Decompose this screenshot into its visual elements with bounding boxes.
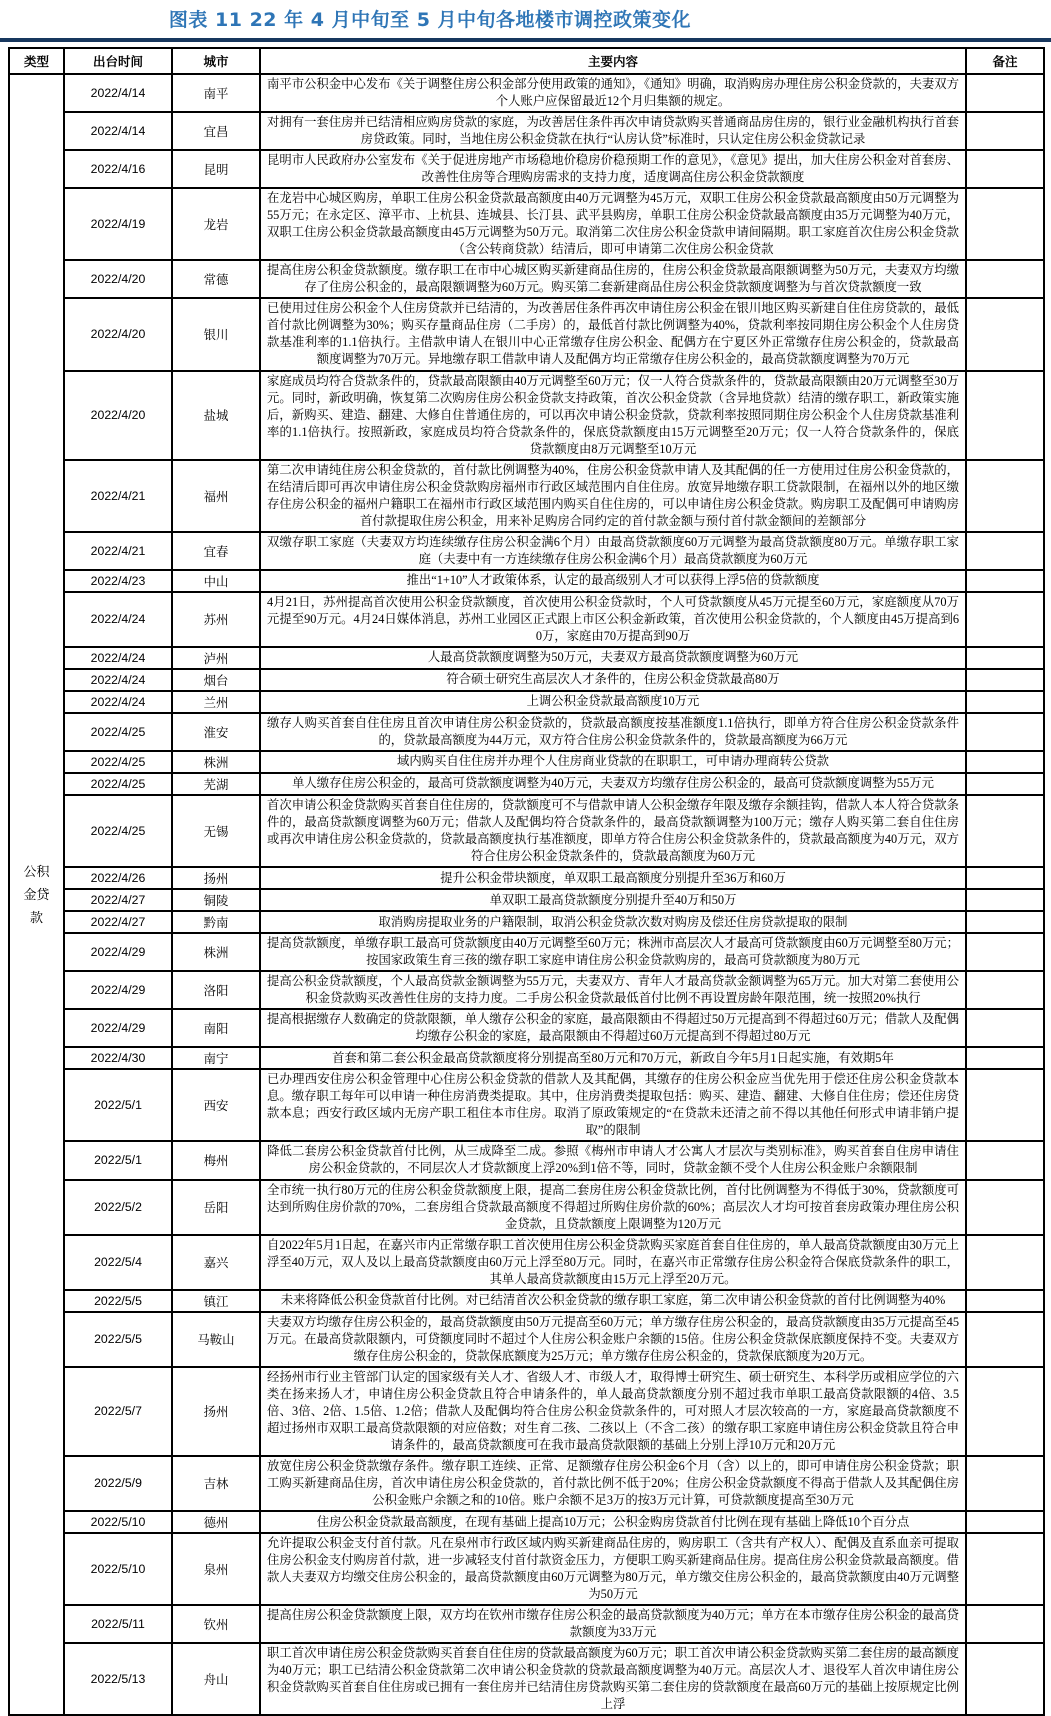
content-cell: 在龙岩中心城区购房，单职工住房公积金贷款最高额度由40万元调整为45万元，双职工住房公积金贷款最高额度由50万元调整为55万元；在永定区、漳平市、上杭县、连城县、长汀县、武平县购房，单职工住房公积金贷款最高额度由35万元调整为40万元，双职工住房公积金贷款最高额度由45万元调整为50万元。取消第二次住房公积金贷款申请间隔期。职工家庭首次住房公积金贷款（含公转商贷款）结清后，即可申请第二次住房公积金贷款	[260, 188, 966, 260]
note-cell	[966, 647, 1044, 669]
policy-row	[9, 933, 1044, 971]
city-cell: 盐城	[172, 371, 260, 460]
city-cell: 岳阳	[172, 1180, 260, 1235]
city-cell: 福州	[172, 460, 260, 532]
date-cell: 2022/5/9	[64, 1456, 172, 1511]
policy-row	[9, 691, 1044, 713]
city-cell: 南宁	[172, 1047, 260, 1069]
note-cell	[966, 112, 1044, 150]
note-cell	[966, 1069, 1044, 1141]
policy-row	[9, 532, 1044, 570]
policy-row	[9, 1312, 1044, 1367]
note-cell	[966, 1290, 1044, 1312]
policy-row	[9, 460, 1044, 532]
date-cell: 2022/4/21	[64, 532, 172, 570]
policy-row	[9, 971, 1044, 1009]
city-cell: 株洲	[172, 751, 260, 773]
policy-row	[9, 570, 1044, 592]
content-cell: 未来将降低公积金贷款首付比例。对已结清首次公积金贷款的缴存职工家庭，第二次申请公积金贷款的首付比例调整为40%	[260, 1290, 966, 1312]
note-cell	[966, 1605, 1044, 1643]
content-cell: 取消购房提取业务的户籍限制，取消公积金贷款次数对购房及偿还住房贷款提取的限制	[260, 911, 966, 933]
note-cell	[966, 1047, 1044, 1069]
policy-row	[9, 1367, 1044, 1456]
page-title: 图表 11 22 年 4 月中旬至 5 月中旬各地楼市调控政策变化	[168, 9, 692, 31]
date-cell: 2022/5/10	[64, 1511, 172, 1533]
city-cell: 银川	[172, 298, 260, 370]
city-cell: 芜湖	[172, 773, 260, 795]
policy-row	[9, 1290, 1044, 1312]
policy-table	[8, 47, 1045, 1716]
note-cell	[966, 74, 1044, 112]
policy-row	[9, 713, 1044, 751]
note-cell	[966, 1141, 1044, 1179]
policy-row	[9, 150, 1044, 188]
date-cell: 2022/4/29	[64, 933, 172, 971]
date-cell: 2022/4/20	[64, 260, 172, 298]
note-cell	[966, 1456, 1044, 1511]
date-cell: 2022/5/1	[64, 1141, 172, 1179]
content-cell: 上调公积金贷款最高额度10万元	[260, 691, 966, 713]
content-cell: 经扬州市行业主管部门认定的国家级有关人才、省级人才、市级人才，取得博士研究生、硕士研究生、本科学历或相应学位的六类在扬来扬人才，申请住房公积金贷款且符合申请条件的，单人最高贷款额度分别不超过我市单职工最高贷款限额的4倍、3.5倍、3倍、2倍、1.5倍、1.2倍；借款人及配偶均符合住房公积金贷款条件的，可对照人才层次较高的一方，家庭最高贷款额度不超过扬州市双职工最高贷款限额的对应倍数；对生育二孩、二孩以上（不含二孩）的缴存职工家庭申请住房公积金贷款且符合申请条件的，最高贷款额度可在我市最高贷款限额的基础上分别上浮10万元和20万元	[260, 1367, 966, 1456]
note-cell	[966, 1180, 1044, 1235]
city-cell: 扬州	[172, 1367, 260, 1456]
content-cell: 全市统一执行80万元的住房公积金贷款额度上限，提高二套房住房公积金贷款比例，首付比例调整为不得低于30%，贷款额度可达到所购住房价款的70%，二套房组合贷款最高额度不得超过所购住房价款的60%；高层次人才均可按首套房政策办理住房公积金贷款，且贷款额度上限调整为120万元	[260, 1180, 966, 1235]
city-cell: 吉林	[172, 1456, 260, 1511]
content-cell: 家庭成员均符合贷款条件的，贷款最高限额由40万元调整至60万元；仅一人符合贷款条件的，贷款最高限额由20万元调整至30万元。同时，新政明确，恢复第二次购房住房公积金贷款支持政策，首次公积金贷款（含异地贷款）结清的缴存职工，新政策实施后，新购买、建造、翻建、大修自住普通住房的，可以再次申请公积金贷款，贷款利率按照同期住房公积金个人住房贷款基准利率的1.1倍执行。按照新政，家庭成员均符合贷款条件的，保底贷款额度由15万元调整至20万元；仅一人符合贷款条件的，保底贷款额度由8万元调整至10万元	[260, 371, 966, 460]
policy-row	[9, 889, 1044, 911]
date-cell: 2022/5/10	[64, 1533, 172, 1605]
content-cell: 首次申请公积金贷款购买首套自住住房的，贷款额度可不与借款申请人公积金缴存年限及缴存余额挂钩，借款人本人符合贷款条件的，最高贷款额度调整为60万元；借款人及配偶均符合贷款条件的，最高贷款额调整为100万元；缴存人购买第二套自住住房或再次申请住房公积金贷款的，贷款最高额度执行基准额度，即单方符合住房公积金贷款条件的，贷款最高额度为40万元，双方符合住房公积金贷款条件的，贷款最高额度为60万元	[260, 795, 966, 867]
date-cell: 2022/5/2	[64, 1180, 172, 1235]
note-cell	[966, 933, 1044, 971]
date-cell: 2022/5/4	[64, 1235, 172, 1290]
date-cell: 2022/4/23	[64, 570, 172, 592]
city-cell: 中山	[172, 570, 260, 592]
date-cell: 2022/4/14	[64, 74, 172, 112]
policy-row	[9, 74, 1044, 112]
content-cell: 单人缴存住房公积金的，最高可贷款额度调整为40万元，夫妻双方均缴存住房公积金的，最高可贷款额度调整为55万元	[260, 773, 966, 795]
content-cell: 已使用过住房公积金个人住房贷款并已结清的，为改善居住条件再次申请住房公积金在银川地区购买新建自住住房贷款的，最低首付款比例调整为30%；购买存量商品住房（二手房）的，最低首付款比例调整为40%，贷款利率按同期住房公积金个人住房贷款基准利率的1.1倍执行。主借款申请人在银川中心正常缴存住房公积金、配偶方在宁夏区外正常缴存住房公积金的，贷款最高额度调整为70万元。异地缴存职工借款申请人及配偶方均正常缴存住房公积金的，最高贷款额度调整为70万元	[260, 298, 966, 370]
date-cell: 2022/4/25	[64, 773, 172, 795]
content-cell: 双缴存职工家庭（夫妻双方均连续缴存住房公积金满6个月）由最高贷款额度60万元调整为最高贷款额度80万元。单缴存职工家庭（夫妻中有一方连续缴存住房公积金满6个月）最高贷款额度为60万元	[260, 532, 966, 570]
date-cell: 2022/5/1	[64, 1069, 172, 1141]
note-cell	[966, 570, 1044, 592]
content-cell: 住房公积金贷款最高额度，在现有基础上提高10万元；公积金购房贷款首付比例在现有基础上降低10个百分点	[260, 1511, 966, 1533]
date-cell: 2022/4/29	[64, 971, 172, 1009]
content-cell: 提升公积金带块额度，单双职工最高额度分别提升至36万和60万	[260, 867, 966, 889]
date-cell: 2022/5/5	[64, 1290, 172, 1312]
content-cell: 夫妻双方均缴存住房公积金的，最高贷款额度由50万元提高至60万元；单方缴存住房公积金的，最高贷款额度由35万元提高至45万元。在最高贷款限额内，可贷额度同时不超过个人住房公积金账户余额的15倍。住房公积金贷款保底额度保持不变。夫妻双方缴存住房公积金的，贷款保底额度为25万元；单方缴存住房公积金的，贷款保底额度为20万元。	[260, 1312, 966, 1367]
city-cell: 德州	[172, 1511, 260, 1533]
city-cell: 泉州	[172, 1533, 260, 1605]
content-cell: 已办理西安住房公积金管理中心住房公积金贷款的借款人及其配偶，其缴存的住房公积金应当优先用于偿还住房公积金贷款本息。缴存职工每年可以申请一种住房消费类提取。其中，住房消费类提取包括：购买、建造、翻建、大修自住住房；偿还住房贷款本息；西安行政区域内无房产职工租住本市住房。取消了原政策规定的“在贷款未还清之前不得以其他任何形式申请非销户提取”的限制	[260, 1069, 966, 1141]
city-cell: 镇江	[172, 1290, 260, 1312]
note-cell	[966, 298, 1044, 370]
city-cell: 嘉兴	[172, 1235, 260, 1290]
policy-row	[9, 1047, 1044, 1069]
policy-row	[9, 911, 1044, 933]
content-cell: 对拥有一套住房并已结清相应购房贷款的家庭，为改善居住条件再次申请贷款购买普通商品房住房的，银行业金融机构执行首套房贷政策。同时，当地住房公积金贷款在执行“认房认贷”标准时，只认定住房公积金贷款记录	[260, 112, 966, 150]
content-cell: 提高公积金贷款额度，个人最高贷款金额调整为55万元，夫妻双方、青年人才最高贷款金额调整为65万元。加大对第二套使用公积金贷款购买改善性住房的支持力度。二手房公积金贷款最低首付比例不再设置房龄年限范围，统一按照20%执行	[260, 971, 966, 1009]
content-cell: 推出“1+10”人才政策体系，认定的最高级别人才可以获得上浮5倍的贷款额度	[260, 570, 966, 592]
date-cell: 2022/4/24	[64, 592, 172, 647]
content-cell: 域内购买自住住房并办理个人住房商业贷款的在职职工，可申请办理商转公贷款	[260, 751, 966, 773]
city-cell: 兰州	[172, 691, 260, 713]
date-cell: 2022/4/26	[64, 867, 172, 889]
note-cell	[966, 911, 1044, 933]
date-cell: 2022/4/27	[64, 889, 172, 911]
policy-row	[9, 1456, 1044, 1511]
policy-row	[9, 1605, 1044, 1643]
policy-row	[9, 1643, 1044, 1715]
date-cell: 2022/4/24	[64, 647, 172, 669]
date-cell: 2022/4/20	[64, 298, 172, 370]
header-city: 城市	[172, 48, 260, 74]
policy-row	[9, 1511, 1044, 1533]
date-cell: 2022/4/25	[64, 713, 172, 751]
city-cell: 常德	[172, 260, 260, 298]
content-cell: 允许提取公积金支付首付款。凡在泉州市行政区域内购买新建商品住房的，购房职工（含共有产权人）、配偶及直系血亲可提取住房公积金支付购房首付款，进一步减轻支付首付款资金压力，方便职工购买新建商品住房。提高住房公积金贷款最高额度。借款人夫妻双方均缴交住房公积金的，最高贷款额度由60万元调整为80万元，单方缴交住房公积金的，最高贷款额度由40万元调整为50万元	[260, 1533, 966, 1605]
city-cell: 南阳	[172, 1009, 260, 1047]
content-cell: 提高贷款额度，单缴存职工最高可贷款额度由40万元调整至60万元；株洲市高层次人才最高可贷款额度由60万元调整至80万元；按国家政策生育三孩的缴存职工家庭申请住房公积金贷款购房的，最高可贷款额度为80万元	[260, 933, 966, 971]
city-cell: 苏州	[172, 592, 260, 647]
policy-row	[9, 795, 1044, 867]
content-cell: 单双职工最高贷款额度分别提升至40万和50万	[260, 889, 966, 911]
content-cell: 第二次申请纯住房公积金贷款的，首付款比例调整为40%，住房公积金贷款申请人及其配偶的任一方使用过住房公积金贷款的，在结清后即可再次申请住房公积金贷款购房福州市行政区域范围内自住住房。放宽异地缴存职工贷款限制，在福州以外的地区缴存住房公积金的福州户籍职工在福州市行政区域范围内购买自住住房的，可以申请住房公积金贷款。购房职工及配偶可申请购房首付款提取住房公积金，用来补足购房合同约定的首付款金额与预付首付款金额间的差额部分	[260, 460, 966, 532]
policy-row	[9, 592, 1044, 647]
policy-row	[9, 773, 1044, 795]
note-cell	[966, 773, 1044, 795]
title-divider	[0, 38, 1051, 42]
table-header	[9, 48, 1044, 74]
policy-row	[9, 260, 1044, 298]
date-cell: 2022/4/24	[64, 691, 172, 713]
city-cell: 宜昌	[172, 112, 260, 150]
policy-row	[9, 669, 1044, 691]
city-cell: 昆明	[172, 150, 260, 188]
content-cell: 提高根据缴存人数确定的贷款限额，单人缴存公积金的家庭，最高限额由不得超过50万元提高到不得超过60万元；借款人及配偶均缴存公积金的家庭，最高限额由不得超过60万元提高到不得超过80万元	[260, 1009, 966, 1047]
city-cell: 南平	[172, 74, 260, 112]
date-cell: 2022/5/5	[64, 1312, 172, 1367]
note-cell	[966, 371, 1044, 460]
policy-row	[9, 1141, 1044, 1179]
date-cell: 2022/4/14	[64, 112, 172, 150]
header-date: 出台时间	[64, 48, 172, 74]
date-cell: 2022/4/30	[64, 1047, 172, 1069]
note-cell	[966, 867, 1044, 889]
date-cell: 2022/4/24	[64, 669, 172, 691]
policy-row	[9, 1180, 1044, 1235]
note-cell	[966, 1235, 1044, 1290]
date-cell: 2022/4/19	[64, 188, 172, 260]
content-cell: 放宽住房公积金贷款缴存条件。缴存职工连续、正常、足额缴存住房公积金6个月（含）以上的，即可申请住房公积金贷款；职工购买新建商品住房，首次申请住房公积金贷款的，首付款比例不低于20%；住房公积金贷款额度不得高于借款人及其配偶住房公积金账户余额之和的10倍。账户余额不足3万的按3万元计算，可贷款额度提高至30万元	[260, 1456, 966, 1511]
note-cell	[966, 669, 1044, 691]
city-cell: 钦州	[172, 1605, 260, 1643]
city-cell: 淮安	[172, 713, 260, 751]
content-cell: 昆明市人民政府办公室发布《关于促进房地产市场稳地价稳房价稳预期工作的意见》，《意见》提出，加大住房公积金对首套房、改善性住房等合理购房需求的支持力度，适度调高住房公积金贷款额度	[260, 150, 966, 188]
city-cell: 梅州	[172, 1141, 260, 1179]
policy-row	[9, 647, 1044, 669]
policy-row	[9, 371, 1044, 460]
city-cell: 龙岩	[172, 188, 260, 260]
header-type: 类型	[9, 48, 64, 74]
policy-table-body	[9, 74, 1044, 1715]
policy-row	[9, 112, 1044, 150]
note-cell	[966, 592, 1044, 647]
policy-row	[9, 1069, 1044, 1141]
city-cell: 扬州	[172, 867, 260, 889]
note-cell	[966, 889, 1044, 911]
note-cell	[966, 1643, 1044, 1715]
policy-row	[9, 1009, 1044, 1047]
date-cell: 2022/4/27	[64, 911, 172, 933]
date-cell: 2022/5/13	[64, 1643, 172, 1715]
note-cell	[966, 1367, 1044, 1456]
note-cell	[966, 188, 1044, 260]
content-cell: 提高住房公积金贷款额度。缴存职工在市中心城区购买新建商品住房的，住房公积金贷款最高限额调整为50万元，夫妻双方均缴存了住房公积金的，最高限额调整为60万元。购买第二套新建商品住房公积金贷款额度调整为与首次贷款额度一致	[260, 260, 966, 298]
city-cell: 宜春	[172, 532, 260, 570]
note-cell	[966, 713, 1044, 751]
header-content: 主要内容	[260, 48, 966, 74]
content-cell: 南平市公积金中心发布《关于调整住房公积金部分使用政策的通知》，《通知》明确，取消购房办理住房公积金贷款的，夫妻双方个人账户应保留最近12个月归集额的规定。	[260, 74, 966, 112]
date-cell: 2022/4/16	[64, 150, 172, 188]
date-cell: 2022/4/21	[64, 460, 172, 532]
date-cell: 2022/5/7	[64, 1367, 172, 1456]
content-cell: 提高住房公积金贷款额度上限，双方均在钦州市缴存住房公积金的最高贷款额度为40万元；单方在本市缴存住房公积金的最高贷款额度为33万元	[260, 1605, 966, 1643]
policy-row	[9, 867, 1044, 889]
date-cell: 2022/4/20	[64, 371, 172, 460]
date-cell: 2022/4/29	[64, 1009, 172, 1047]
city-cell: 西安	[172, 1069, 260, 1141]
category-cell: 公积金贷款	[9, 74, 64, 1715]
city-cell: 洛阳	[172, 971, 260, 1009]
date-cell: 2022/4/25	[64, 795, 172, 867]
content-cell: 4月21日，苏州提高首次使用公积金贷款额度，首次使用公积金贷款时，个人可贷款额度从45万元提至60万元，家庭额度从70万元提至90万元。4月24日媒体消息，苏州工业园区正式跟上市区公积金新政策，首次使用公积金贷款的，个人额度由45万提高到60万，家庭由70万提高到90万	[260, 592, 966, 647]
note-cell	[966, 1533, 1044, 1605]
content-cell: 降低二套房公积金贷款首付比例，从三成降至二成。参照《梅州市申请人才公寓人才层次与类别标准》，购买首套自住房申请住房公积金贷款的，不同层次人才贷款额度上浮20%到1倍不等，同时，贷款金额不受个人住房公积金账户余额限制	[260, 1141, 966, 1179]
content-cell: 人最高贷款额度调整为50万元，夫妻双方最高贷款额度调整为60万元	[260, 647, 966, 669]
policy-row	[9, 188, 1044, 260]
city-cell: 铜陵	[172, 889, 260, 911]
note-cell	[966, 532, 1044, 570]
date-cell: 2022/4/25	[64, 751, 172, 773]
city-cell: 舟山	[172, 1643, 260, 1715]
city-cell: 泸州	[172, 647, 260, 669]
policy-row	[9, 751, 1044, 773]
note-cell	[966, 751, 1044, 773]
note-cell	[966, 1312, 1044, 1367]
city-cell: 黔南	[172, 911, 260, 933]
date-cell: 2022/5/11	[64, 1605, 172, 1643]
note-cell	[966, 460, 1044, 532]
note-cell	[966, 1009, 1044, 1047]
note-cell	[966, 260, 1044, 298]
city-cell: 烟台	[172, 669, 260, 691]
header-note: 备注	[966, 48, 1044, 74]
note-cell	[966, 1511, 1044, 1533]
content-cell: 符合硕士研究生高层次人才条件的，住房公积金贷款最高80万	[260, 669, 966, 691]
note-cell	[966, 795, 1044, 867]
note-cell	[966, 150, 1044, 188]
policy-row	[9, 298, 1044, 370]
policy-row	[9, 1533, 1044, 1605]
note-cell	[966, 691, 1044, 713]
content-cell: 缴存人购买首套自住住房且首次申请住房公积金贷款的，贷款最高额度按基准额度1.1倍执行，即单方符合住房公积金贷款条件的，贷款最高额度为44万元，双方符合住房公积金贷款条件的，贷款最高额度为66万元	[260, 713, 966, 751]
note-cell	[966, 971, 1044, 1009]
content-cell: 首套和第二套公积金最高贷款额度将分别提高至80万元和70万元，新政自今年5月1日起实施，有效期5年	[260, 1047, 966, 1069]
content-cell: 职工首次申请住房公积金贷款购买首套自住住房的贷款最高额度为60万元；职工首次申请公积金贷款购买第二套住房的最高额度为40万元；职工已结清公积金贷款第二次申请公积金贷款的贷款最高额度调整为40万元。高层次人才、退役军人首次申请住房公积金贷款购买首套自住住房或已拥有一套住房并已结清住房贷款购买第二套住房的贷款额度在最高60万元的基础上按原规定比例上浮	[260, 1643, 966, 1715]
city-cell: 无锡	[172, 795, 260, 867]
city-cell: 株洲	[172, 933, 260, 971]
city-cell: 马鞍山	[172, 1312, 260, 1367]
content-cell: 自2022年5月1日起，在嘉兴市内正常缴存职工首次使用住房公积金贷款购买家庭首套自住住房的，单人最高贷款额度由30万元上浮至40万元，双人及以上最高贷款额度由60万元上浮至80万元。同时，在嘉兴市正常缴存住房公积金符合保底贷款条件的职工，其单人最高贷款额度由15万元上浮至20万元。	[260, 1235, 966, 1290]
policy-row	[9, 1235, 1044, 1290]
